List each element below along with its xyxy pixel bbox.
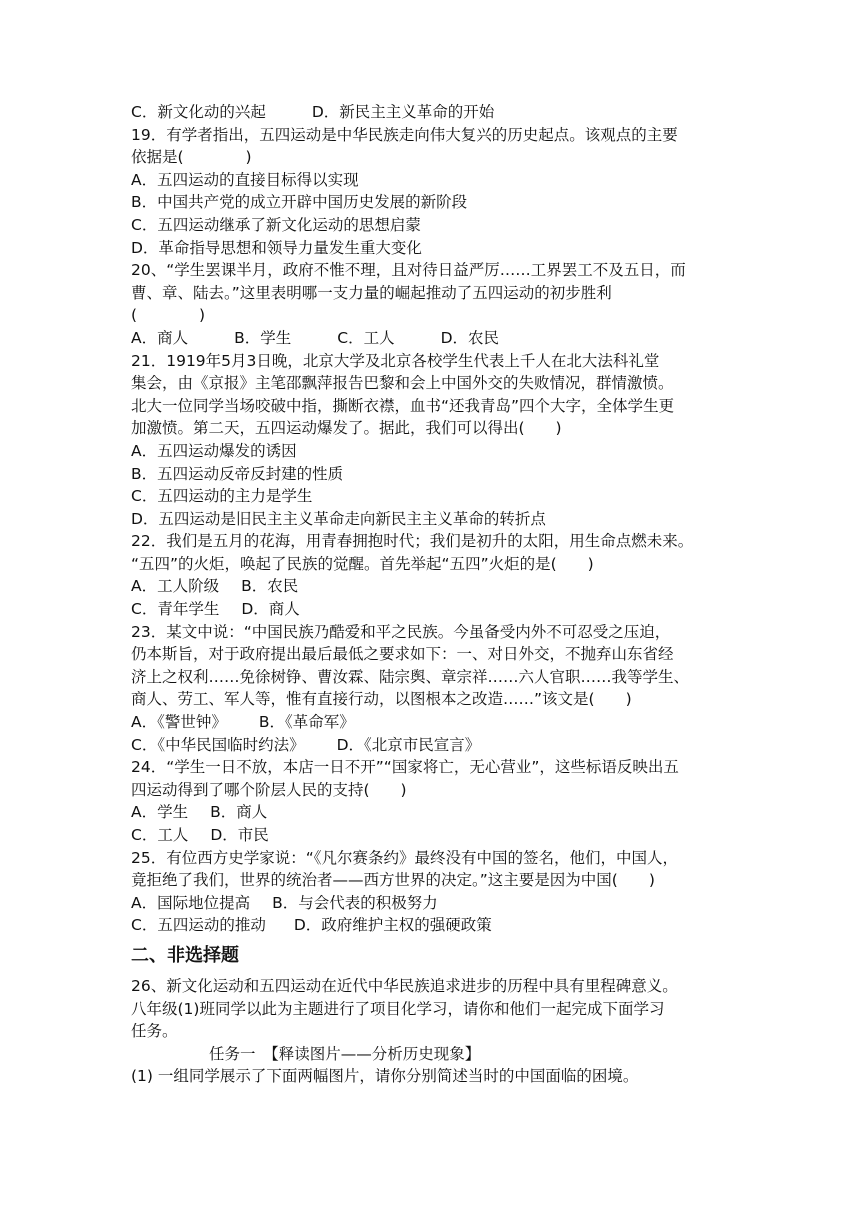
q24-options-ab <box>131 801 731 824</box>
question-26-cont2: 任务。 <box>131 1022 178 1041</box>
q23-options-ab <box>131 711 731 734</box>
question-26-cont1: 八年级(1)班同学以此为主题进行了项目化学习，请你和他们一起完成下面学习 <box>131 999 665 1018</box>
q22-option-b: B．农民 <box>241 577 299 596</box>
q24-option-a: A．学生 <box>131 803 189 822</box>
q21-option-b: B．五四运动反帝反封建的性质 <box>131 464 344 483</box>
question-24-cont: 四运动得到了哪个阶层人民的支持( ) <box>131 780 407 799</box>
question-22: 22．我们是五月的花海，用青春拥抱时代；我们是初升的太阳，用生命点燃未来。 <box>131 532 694 551</box>
q25-options-ab <box>131 892 731 915</box>
question-23-cont1: 仍本斯旨，对于政府提出最后最低之要求如下：一、对日外交，不抛弃山东省经 <box>131 645 674 664</box>
q23-option-c: C．《中华民国临时约法》 <box>131 735 305 754</box>
question-19-cont: 依据是( ) <box>131 148 252 167</box>
document-page <box>131 101 731 1088</box>
option-c: C．新文化动的兴起 <box>131 103 266 121</box>
question-20-cont: 曹、章、陆去。”这里表明哪一支力量的崛起推动了五四运动的初步胜利 <box>131 283 612 302</box>
question-23-cont3: 商人、劳工、军人等，惟有直接行动，以图根本之改造……”该文是( ) <box>131 690 632 709</box>
q19-option-c: C．五四运动继承了新文化运动的思想启蒙 <box>131 215 421 234</box>
options-line <box>131 101 731 124</box>
q23-options-cd <box>131 734 731 757</box>
q22-option-d: D．商人 <box>241 600 300 619</box>
q24-option-d: D．市民 <box>210 826 269 844</box>
question-21: 21．1919年5月3日晚，北京大学及北京各校学生代表上千人在北大法科礼堂 <box>131 351 660 370</box>
q20-options <box>131 327 731 350</box>
question-23: 23．某文中说：“中国民族乃酷爱和平之民族。今虽备受内外不可忍受之压迫， <box>131 622 671 641</box>
q19-option-a: A．五四运动的直接目标得以实现 <box>131 170 359 189</box>
q24-option-c: C．工人 <box>131 826 189 844</box>
question-26-part1: (1) 一组同学展示了下面两幅图片，请你分别简述当时的中国面临的困境。 <box>131 1067 639 1086</box>
q23-option-a: A．《警世钟》 <box>131 713 227 732</box>
question-25-cont: 竟拒绝了我们，世界的统治者——西方世界的决定。”这主要是因为中国( ) <box>131 871 655 890</box>
q21-option-a: A．五四运动爆发的诱因 <box>131 441 297 460</box>
q21-option-c: C．五四运动的主力是学生 <box>131 487 313 506</box>
question-20-blank: ( ) <box>131 306 206 325</box>
question-20: 20、“学生罢课半月，政府不惟不理，且对待日益严厉……工界罢工不及五日，而 <box>131 261 686 280</box>
q23-option-d: D．《北京市民宣言》 <box>336 735 481 754</box>
q19-option-d: D．革命指导思想和领导力量发生重大变化 <box>131 238 422 257</box>
q24-options-cd <box>131 824 731 847</box>
q22-options-ab <box>131 575 731 598</box>
q21-option-d: D．五四运动是旧民主主义革命走向新民主主义革命的转折点 <box>131 509 546 528</box>
q25-option-d: D．政府维护主权的强硬政策 <box>293 916 492 935</box>
option-d: D．新民主主义革命的开始 <box>311 103 495 121</box>
task-one-title: 任务一 【释读图片——分析历史现象】 <box>209 1044 481 1063</box>
q23-option-b: B．《革命军》 <box>258 713 355 732</box>
question-21-cont1: 集会，由《京报》主笔邵飘萍报告巴黎和会上中国外交的失败情况，群情激愤。 <box>131 374 674 393</box>
q24-option-b: B．商人 <box>210 803 268 822</box>
q25-options-cd <box>131 914 731 937</box>
section-heading: 二、非选择题 <box>131 944 239 966</box>
q20-option-a: A．商人 <box>131 328 189 347</box>
q20-option-b: B．学生 <box>234 328 292 347</box>
q19-option-b: B．中国共产党的成立开辟中国历史发展的新阶段 <box>131 193 468 212</box>
question-21-cont2: 北大一位同学当场咬破中指，撕断衣襟，血书“还我青岛”四个大字，全体学生更 <box>131 396 675 415</box>
question-26: 26、新文化运动和五四运动在近代中华民族追求进步的历程中具有里程碑意义。 <box>131 976 678 995</box>
question-25: 25．有位西方史学家说：“《凡尔赛条约》最终没有中国的签名，他们，中国人， <box>131 848 679 867</box>
question-24: 24．“学生一日不放，本店一日不开”“国家将亡，无心营业”，这些标语反映出五 <box>131 758 679 777</box>
q20-option-c: C．工人 <box>337 328 395 347</box>
q25-option-c: C．五四运动的推动 <box>131 916 266 935</box>
q22-option-c: C．青年学生 <box>131 600 220 619</box>
q20-option-d: D．农民 <box>440 328 500 347</box>
question-23-cont2: 济上之权利……免徐树铮、曹汝霖、陆宗舆、章宗祥……六人官职……我等学生、 <box>131 667 690 686</box>
question-21-cont3: 加激愤。第二天，五四运动爆发了。据此，我们可以得出( ) <box>131 419 562 438</box>
q25-option-b: B．与会代表的积极努力 <box>272 893 438 912</box>
question-19: 19．有学者指出，五四运动是中华民族走向伟大复兴的历史起点。该观点的主要 <box>131 125 678 144</box>
question-22-cont: “五四”的火炬，唤起了民族的觉醒。首先举起“五四”火炬的是( ) <box>131 554 594 573</box>
q22-options-cd <box>131 598 731 621</box>
q25-option-a: A．国际地位提高 <box>131 893 251 912</box>
q22-option-a: A．工人阶级 <box>131 577 220 596</box>
